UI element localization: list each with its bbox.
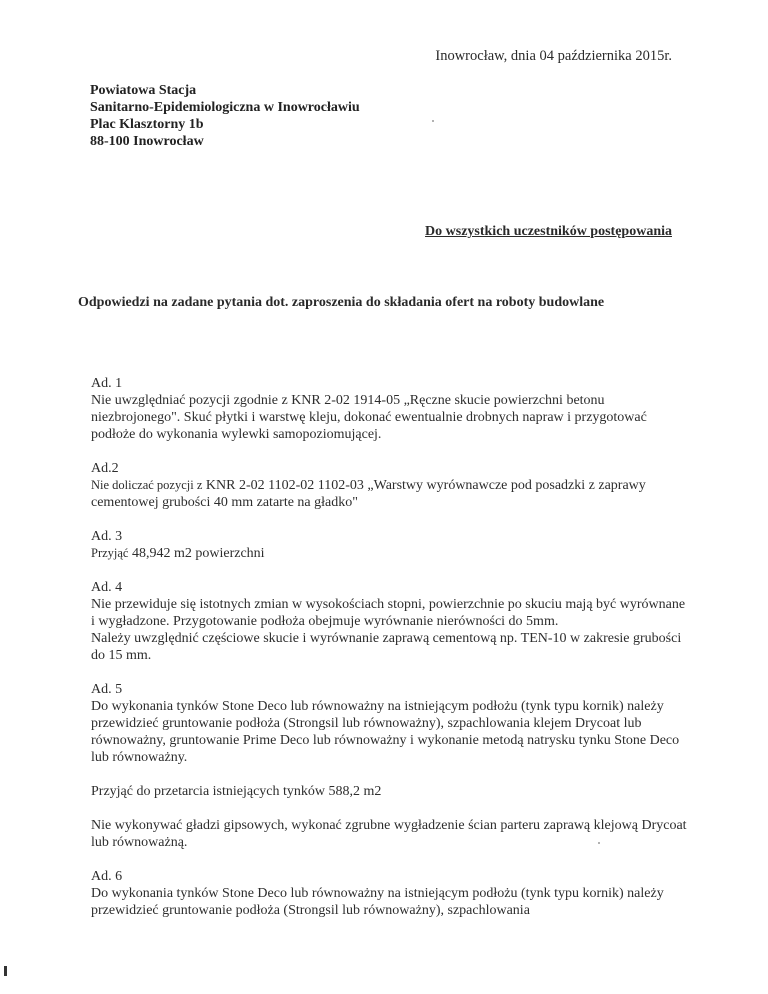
sender-line-2: Sanitarno-Epidemiologiczna w Inowrocławiu (90, 100, 360, 115)
scan-speck (432, 120, 434, 122)
sender-line-3: Plac Klasztorny 1b (90, 117, 204, 132)
answer-ad5-smoothing (91, 817, 691, 851)
answer-text: Nie wykonywać gładzi gipsowych, wykonać zgrubne wygładzenie ścian parteru zaprawą klejową Drycoat lub równoważną. (91, 818, 687, 850)
answer-ad3 (91, 528, 691, 562)
answer-ad5 (91, 681, 691, 766)
answer-text: Nie przewiduje się istotnych zmian w wysokościach stopni, powierzchnie po skuciu mają być wyrównane i wygładzone. Przygotowanie podłoża obejmuje wyrównanie nierówności do 5mm. (91, 597, 686, 629)
answer-ad6 (91, 868, 691, 919)
answer-heading: Ad. 3 (91, 529, 123, 544)
subject-line: Odpowiedzi na zadane pytania dot. zaproszenia do składania ofert na roboty budowlane (78, 295, 605, 310)
answer-heading: Ad. 1 (91, 376, 123, 391)
answer-text-rest: 48,942 m2 powierzchni (131, 546, 265, 561)
answer-text: Przyjąć do przetarcia istniejących tynków 588,2 m2 (91, 784, 382, 799)
answer-heading: Ad. 5 (91, 682, 123, 697)
answer-heading: Ad.2 (91, 461, 119, 476)
letter-body (91, 375, 691, 936)
answer-ad1 (91, 375, 691, 443)
answer-text-rest: KNR 2-02 1102-02 1102-03 „Warstwy wyrównawcze pod posadzki z zaprawy cementowej grubości 40 mm zatarte na gładko" (91, 478, 646, 510)
answer-text: Do wykonania tynków Stone Deco lub równoważny na istniejącym podłożu (tynk typu kornik) należy przewidzieć gruntowanie podłoża (Strongsil lub równoważny), szpachlowania (91, 886, 664, 918)
scan-speck (598, 842, 600, 844)
answer-text-lead: Przyjąć (91, 546, 129, 560)
answer-ad4 (91, 579, 691, 664)
answer-ad2 (91, 460, 691, 511)
answer-ad5-plaster-area (91, 783, 691, 800)
answer-text-lead: Nie doliczać pozycji z (91, 478, 203, 492)
sender-line-4: 88-100 Inowrocław (90, 134, 204, 149)
answer-heading: Ad. 6 (91, 869, 123, 884)
sender-line-1: Powiatowa Stacja (90, 83, 197, 98)
answer-text (91, 477, 691, 511)
scan-edge-mark (4, 966, 7, 976)
answer-text: Do wykonania tynków Stone Deco lub równoważny na istniejącym podłożu (tynk typu kornik) należy przewidzieć gruntowanie podłoża (Strongsil lub równoważny), szpachlowania klejem Drycoat lub równoważny, gruntowanie Prime Deco lub równoważny i wykonanie metodą natrysku tynku Stone Deco lub równoważny. (91, 699, 680, 765)
answer-text (91, 545, 691, 562)
answer-text: Nie uwzględniać pozycji zgodnie z KNR 2-02 1914-05 „Ręczne skucie powierzchni betonu niezbrojonego". Skuć płytki i warstwę kleju, dokonać ewentualnie drobnych napraw i przygotować podłoże do wykonania wylewki samopoziomującej. (91, 393, 647, 442)
answer-heading: Ad. 4 (91, 580, 123, 595)
addressee: Do wszystkich uczestników postępowania (425, 224, 672, 239)
dateline: Inowrocław, dnia 04 października 2015r. (435, 48, 672, 64)
sender-address-block (90, 82, 360, 150)
answer-text-2: Należy uwzględnić częściowe skucie i wyrównanie zaprawą cementową np. TEN-10 w zakresie grubości do 15 mm. (91, 631, 682, 663)
